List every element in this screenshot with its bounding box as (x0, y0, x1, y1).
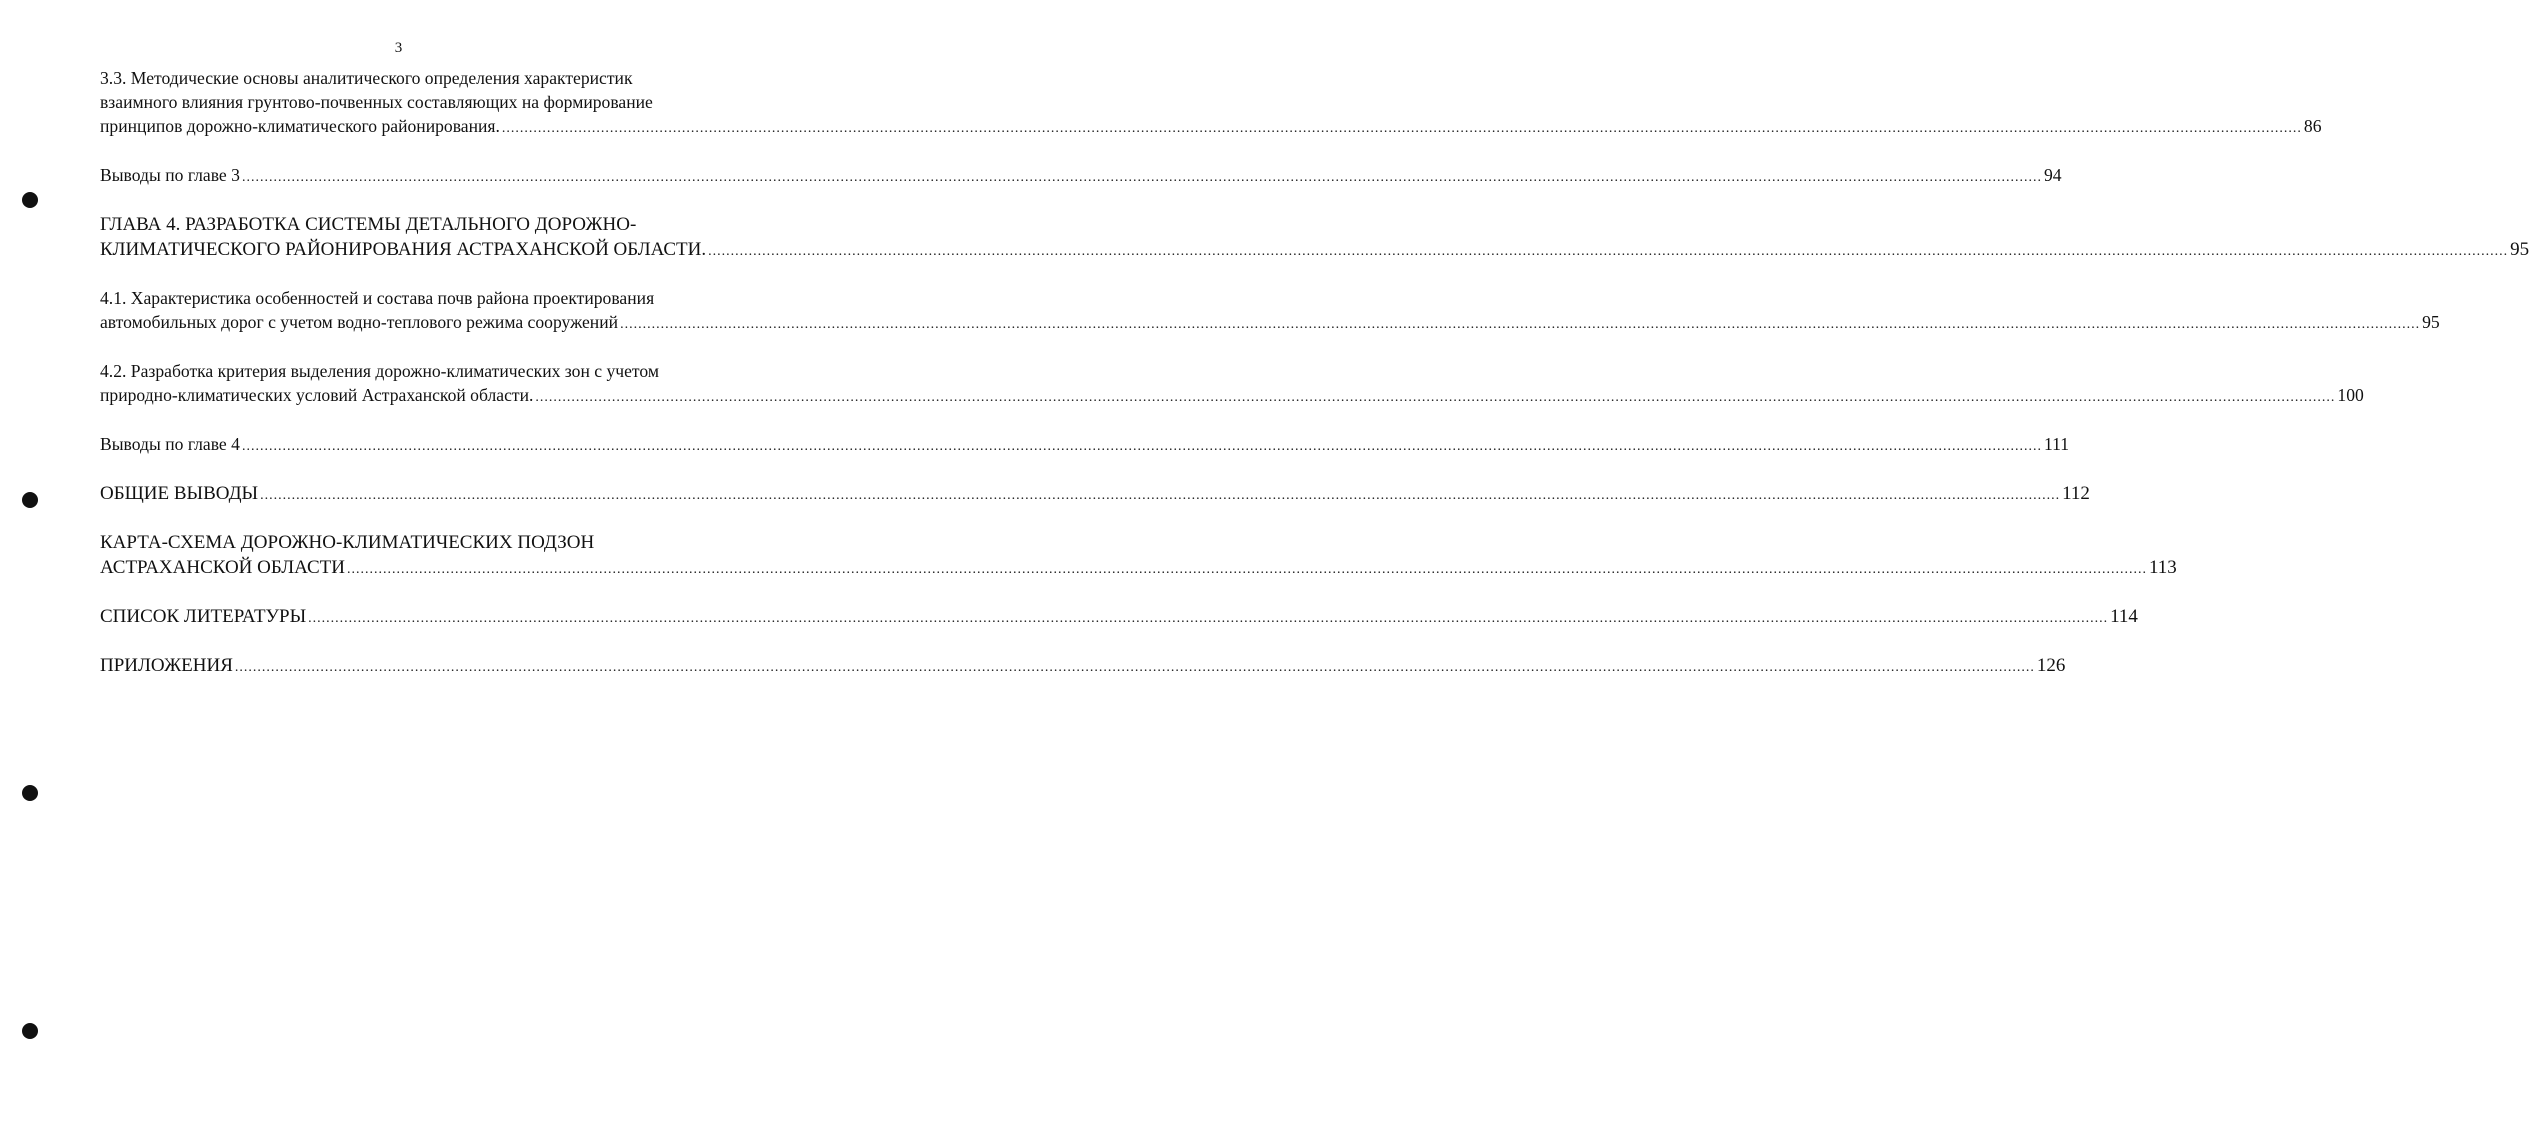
toc-entry (100, 359, 2364, 410)
toc-entry-title: природно-климатических условий Астраханской области. (100, 385, 534, 405)
toc-entry-last-line (100, 237, 2529, 264)
toc-entry (100, 286, 2440, 337)
toc-entry (100, 653, 2066, 680)
toc-entry-page: 113 (2148, 557, 2177, 578)
toc-entry-last-line (100, 163, 2062, 190)
toc-entry (100, 212, 2529, 264)
toc-entry-line: 4.1. Характеристика особенностей и состава почв района проектирования (100, 288, 655, 308)
dot-leader: ................................................................................................................................................................................................................................................................................................................................................................................................................ (234, 660, 2035, 675)
toc-entry-title: Выводы по главе 3 (100, 165, 240, 185)
toc-entry-page: 114 (2110, 606, 2138, 627)
toc-entry-title: СПИСОК ЛИТЕРАТУРЫ (100, 606, 307, 627)
toc-entry-last-line (100, 310, 2440, 337)
dot-leader: ................................................................................................................................................................................................................................................................................................................................................................................................................ (501, 121, 2302, 136)
toc-entry (100, 530, 2177, 582)
toc-entry-page: 95 (2510, 239, 2529, 260)
toc-entry-page: 95 (2422, 312, 2440, 332)
toc-entry-title: ПРИЛОЖЕНИЯ (100, 655, 233, 676)
toc-entry-last-line (100, 604, 2138, 631)
page-number: 3 (394, 40, 403, 56)
toc-entry-title: ОБЩИЕ ВЫВОДЫ (100, 483, 259, 504)
toc-entry (100, 481, 2090, 508)
toc-entry-page: 112 (2062, 483, 2090, 504)
toc-entry-title: АСТРАХАНСКОЙ ОБЛАСТИ (100, 557, 345, 578)
toc-entry-line: взаимного влияния грунтово-почвенных составляющих на формирование (100, 92, 653, 112)
toc-entry (100, 163, 2062, 190)
toc-entry-title: принципов дорожно-климатического районирования. (100, 116, 500, 136)
toc-entry-page: 94 (2043, 165, 2062, 185)
punch-hole (22, 492, 38, 508)
toc-entry-last-line (100, 432, 2070, 459)
dot-leader: ................................................................................................................................................................................................................................................................................................................................................................................................................ (535, 390, 2336, 405)
toc-entry-last-line (100, 383, 2364, 410)
toc-entry-line: 3.3. Методические основы аналитического определения характеристик (100, 68, 633, 88)
punch-hole (22, 1023, 38, 1039)
toc-entry-line: КАРТА-СХЕМА ДОРОЖНО-КЛИМАТИЧЕСКИХ ПОДЗОН (100, 532, 595, 553)
toc-entry-line: ГЛАВА 4. РАЗРАБОТКА СИСТЕМЫ ДЕТАЛЬНОГО ДОРОЖНО- (100, 214, 637, 235)
toc-entry-last-line (100, 555, 2177, 582)
toc-entry-last-line (100, 653, 2066, 680)
toc-entry (100, 432, 2070, 459)
toc-entry-page: 86 (2303, 116, 2322, 136)
toc-entry-page: 111 (2043, 434, 2070, 454)
dot-leader: ................................................................................................................................................................................................................................................................................................................................................................................................................ (620, 317, 2421, 332)
toc-entry-title: Выводы по главе 4 (100, 434, 240, 454)
toc-entry-last-line (100, 114, 2322, 141)
toc-entry-last-line (100, 481, 2090, 508)
dot-leader: ................................................................................................................................................................................................................................................................................................................................................................................................................ (241, 439, 2042, 454)
dot-leader: ................................................................................................................................................................................................................................................................................................................................................................................................................ (260, 488, 2061, 503)
punch-hole (22, 192, 38, 208)
dot-leader: ................................................................................................................................................................................................................................................................................................................................................................................................................ (241, 170, 2042, 185)
dot-leader: ................................................................................................................................................................................................................................................................................................................................................................................................................ (346, 562, 2147, 577)
dot-leader: ................................................................................................................................................................................................................................................................................................................................................................................................................ (708, 244, 2509, 259)
toc-entry (100, 604, 2138, 631)
toc-entry-page: 126 (2036, 655, 2066, 676)
punch-hole (22, 785, 38, 801)
toc-entry (100, 66, 2322, 141)
toc-entry-page: 100 (2337, 385, 2364, 405)
dot-leader: ................................................................................................................................................................................................................................................................................................................................................................................................................ (308, 611, 2109, 626)
toc-entry-title: КЛИМАТИЧЕСКОГО РАЙОНИРОВАНИЯ АСТРАХАНСКОЙ ОБЛАСТИ. (100, 239, 707, 260)
table-of-contents (100, 66, 2529, 702)
toc-entry-line: 4.2. Разработка критерия выделения дорожно-климатических зон с учетом (100, 361, 659, 381)
toc-entry-title: автомобильных дорог с учетом водно-теплового режима сооружений (100, 312, 619, 332)
